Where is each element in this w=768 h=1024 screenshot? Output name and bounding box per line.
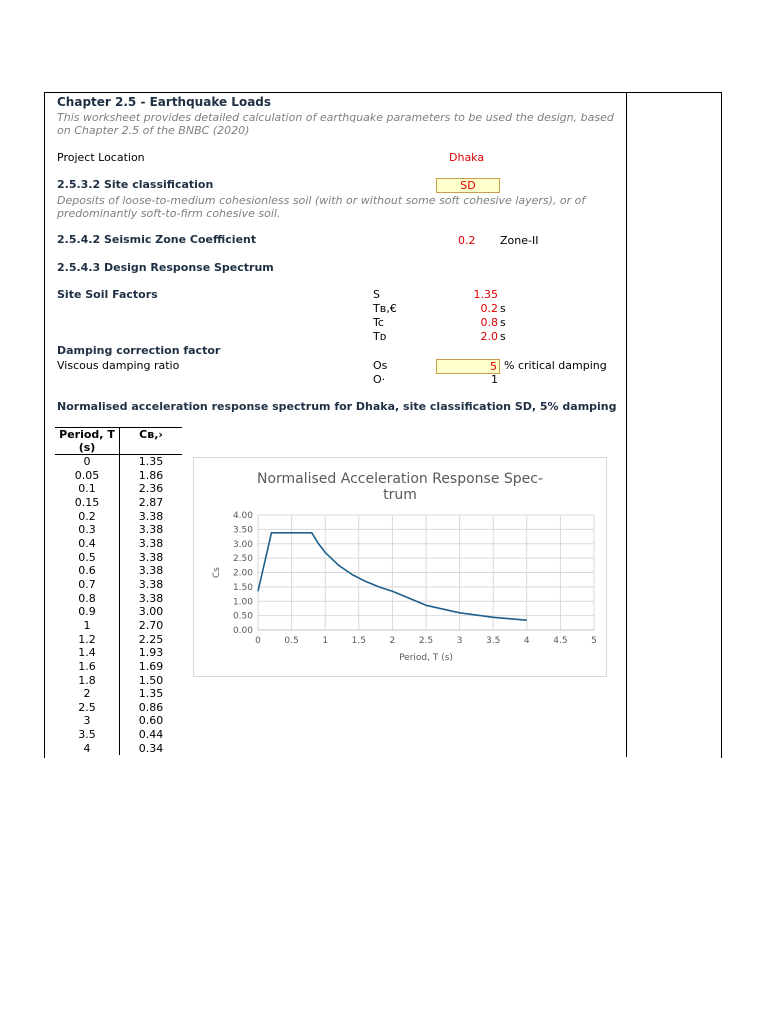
period-cell: 1.4 (55, 646, 120, 660)
table-row (55, 714, 182, 728)
response-spectrum-heading: 2.5.4.3 Design Response Spectrum (57, 261, 274, 274)
period-cell: 1.2 (55, 633, 120, 647)
period-cell: 4 (55, 742, 120, 756)
factor-tc-symbol: Tc (373, 316, 384, 329)
table-row (55, 523, 182, 537)
table-row (55, 701, 182, 715)
period-cell: 0.05 (55, 469, 120, 483)
period-cell: 3 (55, 714, 120, 728)
period-cell: 0.9 (55, 605, 120, 619)
period-cell: 2 (55, 687, 120, 701)
table-row (55, 633, 182, 647)
x-tick-label: 2 (389, 636, 396, 646)
site-soil-factors-heading: Site Soil Factors (57, 288, 158, 301)
column-divider (626, 92, 627, 757)
table-row (55, 482, 182, 496)
cs-cell: 2.87 (138, 495, 164, 509)
table-row (55, 592, 182, 606)
table-row (55, 674, 182, 688)
cs-cell: 0.86 (138, 700, 164, 714)
period-cell: 0.8 (55, 592, 120, 606)
period-cell: 1.6 (55, 660, 120, 674)
table-row (55, 742, 182, 756)
table-row (55, 605, 182, 619)
table-row (55, 619, 182, 633)
table-row (55, 496, 182, 510)
table-row (55, 687, 182, 701)
period-cell: 0.2 (55, 510, 120, 524)
viscous-damping-label: Viscous damping ratio (57, 359, 180, 372)
worksheet-description: This worksheet provides detailed calculation of earthquake parameters to be used the design, based on Chapter 2.5 of the BNBC (2020) (57, 111, 614, 137)
cs-cell: 0.60 (138, 714, 164, 728)
eta-value: 1 (491, 373, 498, 386)
x-tick-label: 3 (456, 636, 463, 646)
x-tick-label: 1 (322, 636, 329, 646)
factor-tb-unit: s (500, 302, 506, 315)
y-tick-label: 1.00 (232, 597, 253, 608)
factor-s-value: 1.35 (473, 288, 498, 301)
x-tick-label: 0.5 (284, 636, 299, 646)
factor-tc-value: 0.8 (480, 316, 498, 329)
table-row (55, 469, 182, 483)
chart-title-line-2: trum (383, 487, 417, 503)
period-cell: 1 (55, 619, 120, 633)
xi-unit: % critical damping (504, 359, 607, 372)
period-column-header: Period, T (s) (55, 428, 120, 455)
y-tick-label: 2.50 (232, 554, 253, 565)
y-tick-label: 0.50 (232, 611, 253, 622)
cs-cell: 3.00 (138, 605, 164, 619)
y-tick-label: 3.00 (232, 539, 253, 550)
cs-cell: 1.86 (138, 468, 164, 482)
cs-cell: 1.50 (138, 673, 164, 687)
site-class-description: Deposits of loose-to-medium cohesionless soil (with or without some soft cohesive layers), or of predominantly soft-to-firm cohesive soil. (57, 194, 586, 220)
table-row (55, 510, 182, 524)
factor-tb-symbol: Tв‚€ (373, 302, 397, 315)
y-tick-label: 2.00 (232, 568, 253, 579)
xi-symbol: Оѕ (373, 359, 388, 372)
factor-td-unit: s (500, 330, 506, 343)
period-cell: 0.7 (55, 578, 120, 592)
period-table (55, 427, 182, 755)
factor-td-value: 2.0 (480, 330, 498, 343)
factor-tb-value: 0.2 (480, 302, 498, 315)
x-tick-label: 1.5 (351, 636, 366, 646)
period-cell: 0.1 (55, 482, 120, 496)
y-tick-label: 3.50 (232, 525, 253, 536)
project-location-value[interactable]: Dhaka (449, 151, 485, 164)
table-row (55, 564, 182, 578)
period-cell: 1.8 (55, 674, 120, 688)
table-row (55, 455, 182, 469)
cs-cell: 1.35 (138, 455, 164, 468)
table-row (55, 551, 182, 565)
x-axis-label: Period, T (s) (399, 653, 453, 663)
seismic-zone-label: Zone-II (500, 234, 539, 247)
site-class-input-cell[interactable] (436, 178, 500, 193)
cs-cell: 3.38 (138, 564, 164, 578)
period-cell: 3.5 (55, 728, 120, 742)
table-row (55, 537, 182, 551)
period-cell: 0.15 (55, 496, 120, 510)
table-row (55, 660, 182, 674)
factor-s-symbol: S (373, 288, 380, 301)
chart-title: Normalised Acceleration Response Spec- (256, 471, 544, 487)
cs-cell: 3.38 (138, 577, 164, 591)
factor-td-symbol: Tᴅ (373, 330, 387, 343)
cs-cell: 3.38 (138, 536, 164, 550)
x-tick-label: 5 (591, 636, 597, 646)
table-row (55, 728, 182, 742)
damping-input-cell[interactable] (436, 359, 500, 374)
y-axis-label: Cs (212, 567, 222, 578)
period-cell: 0.4 (55, 537, 120, 551)
response-spectrum-chart[interactable] (193, 457, 607, 677)
x-tick-label: 4.5 (553, 636, 568, 646)
page-title: Chapter 2.5 - Earthquake Loads (57, 95, 272, 109)
x-tick-label: 3.5 (486, 636, 501, 646)
y-tick-label: 4.00 (232, 511, 253, 521)
seismic-zone-heading: 2.5.4.2 Seismic Zone Coefficient (57, 233, 257, 246)
cs-cell: 1.35 (138, 687, 164, 701)
site-class-value[interactable]: SD (460, 179, 476, 192)
chart-svg (194, 458, 606, 676)
cs-cell: 3.38 (138, 550, 164, 564)
cs-cell: 3.38 (138, 523, 164, 537)
cs-cell: 2.36 (138, 482, 164, 496)
cs-cell: 3.38 (138, 591, 164, 605)
site-classification-heading: 2.5.3.2 Site classification (57, 178, 214, 191)
y-tick-label: 1.50 (232, 582, 253, 593)
x-tick-label: 2.5 (418, 636, 434, 646)
seismic-zone-value[interactable]: 0.2 (458, 234, 476, 247)
period-cell: 0.5 (55, 551, 120, 565)
period-cell: 2.5 (55, 701, 120, 715)
normalised-spectrum-heading: Normalised acceleration response spectrum for Dhaka, site classification SD, 5% damping (57, 400, 617, 413)
eta-symbol: О· (373, 373, 386, 386)
cs-cell: 1.69 (138, 659, 164, 673)
table-row (55, 646, 182, 660)
x-tick-label: 0 (255, 636, 261, 646)
damping-heading: Damping correction factor (57, 344, 221, 357)
cs-cell: 2.25 (138, 632, 164, 646)
period-cell: 0 (55, 455, 120, 469)
cs-cell: 3.38 (138, 509, 164, 523)
x-tick-label: 4 (523, 636, 530, 646)
cs-cell: 1.93 (138, 646, 164, 660)
project-location-label: Project Location (57, 151, 145, 164)
period-cell: 0.3 (55, 523, 120, 537)
y-tick-label: 0.00 (232, 626, 253, 636)
xi-value[interactable]: 5 (490, 360, 497, 373)
cs-cell: 0.34 (138, 741, 164, 755)
factor-tc-unit: s (500, 316, 506, 329)
cs-cell: 2.70 (138, 618, 164, 632)
period-cell: 0.6 (55, 564, 120, 578)
cs-column-header: Cв‚› (120, 428, 183, 455)
table-row (55, 578, 182, 592)
cs-cell: 0.44 (138, 728, 164, 742)
